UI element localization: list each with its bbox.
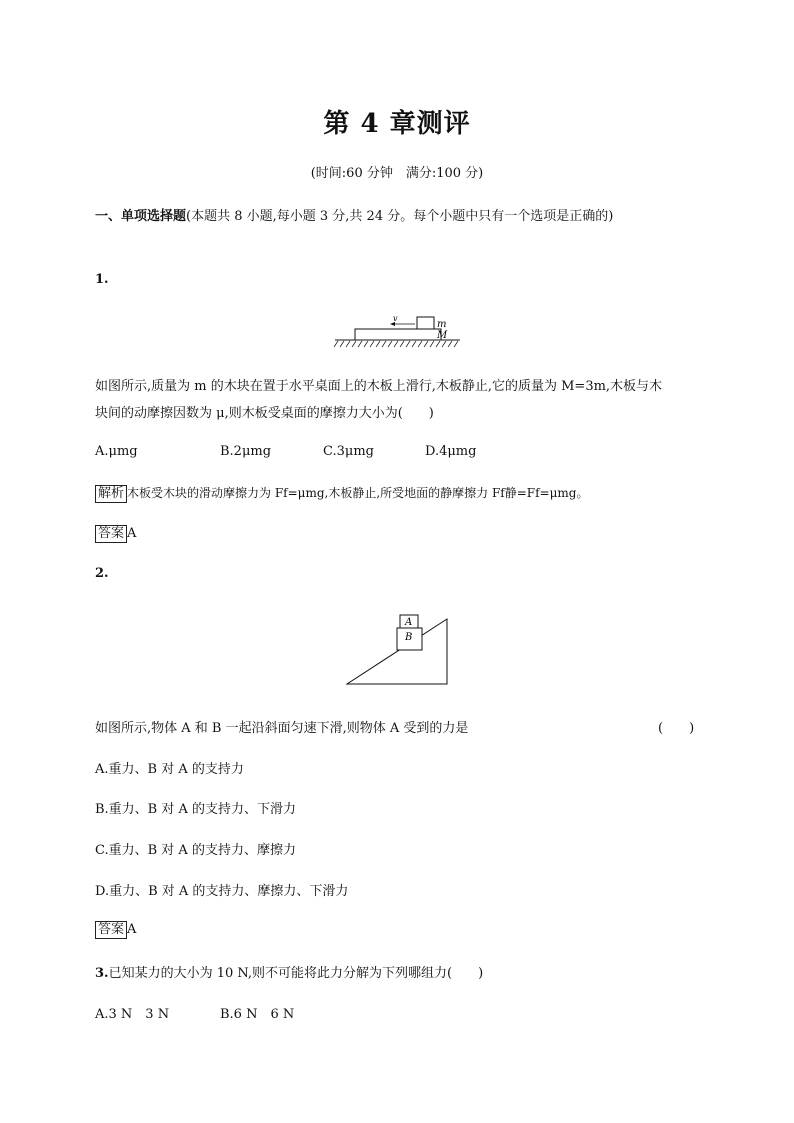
q3-stem-row: [95, 962, 483, 981]
section-label: 一、单项选择题: [95, 209, 187, 224]
q1-ground-hatch: [334, 341, 458, 347]
q2-stem: 如图所示,物体 A 和 B 一起沿斜面匀速下滑,则物体 A 受到的力是: [95, 721, 469, 736]
q3-option-a: A.3 N 3 N: [95, 1007, 170, 1022]
answer-value: A: [127, 922, 137, 937]
q2-figure: [345, 612, 450, 687]
answer-label: 答案: [95, 921, 127, 939]
q1-analysis: [95, 484, 588, 503]
question-1-number: 1.: [95, 272, 109, 287]
q2-option-a: A.重力、B 对 A 的支持力: [95, 762, 244, 777]
q1-answer: [95, 525, 136, 543]
q1-figure: [330, 310, 465, 352]
answer-label: 答案: [95, 525, 127, 543]
q1-stem-line1: 如图所示,质量为 m 的木块在置于水平桌面上的木板上滑行,木板静止,它的质量为 M=3m,木板与木: [95, 379, 663, 394]
q2-bracket: ( ): [658, 721, 695, 736]
q1-label-m: m: [437, 319, 447, 330]
analysis-text: 木板受木块的滑动摩擦力为 Ff=μmg,木板静止,所受地面的静摩擦力 Ff静=Ff=μmg。: [127, 486, 589, 500]
exam-info: (时间:60 分钟 满分:100 分): [310, 166, 484, 181]
q1-board: [355, 329, 441, 340]
analysis-label: 解析: [95, 485, 127, 503]
q1-block: [417, 317, 434, 329]
q1-option-a: A.μmg: [95, 444, 138, 459]
q1-option-c: C.3μmg: [323, 444, 374, 459]
question-2-number: 2.: [95, 566, 109, 581]
section-desc: (本题共 8 小题,每小题 3 分,共 24 分。每个小题中只有一个选项是正确的): [186, 209, 614, 224]
q3-option-b: B.6 N 6 N: [220, 1007, 295, 1022]
q1-label-M: M: [437, 330, 448, 341]
q2-label-a: A: [405, 617, 413, 628]
q1-label-v: v: [393, 314, 398, 323]
q2-option-c: C.重力、B 对 A 的支持力、摩擦力: [95, 843, 296, 858]
q1-stem-line2: 块间的动摩擦因数为 μ,则木板受桌面的摩擦力大小为( ): [95, 406, 434, 421]
q2-option-d: D.重力、B 对 A 的支持力、摩擦力、下滑力: [95, 884, 349, 899]
q1-option-b: B.2μmg: [220, 444, 272, 459]
page-title: 第 4 章测评: [323, 109, 471, 139]
q2-answer: [95, 921, 136, 939]
section-heading: [95, 204, 705, 230]
q2-option-b: B.重力、B 对 A 的支持力、下滑力: [95, 802, 297, 817]
answer-value: A: [127, 526, 137, 541]
q1-option-d: D.4μmg: [425, 444, 477, 459]
q2-label-b: B: [405, 632, 413, 643]
question-3-number: 3.: [95, 966, 109, 981]
q3-stem: 已知某力的大小为 10 N,则不可能将此力分解为下列哪组力( ): [108, 966, 484, 981]
